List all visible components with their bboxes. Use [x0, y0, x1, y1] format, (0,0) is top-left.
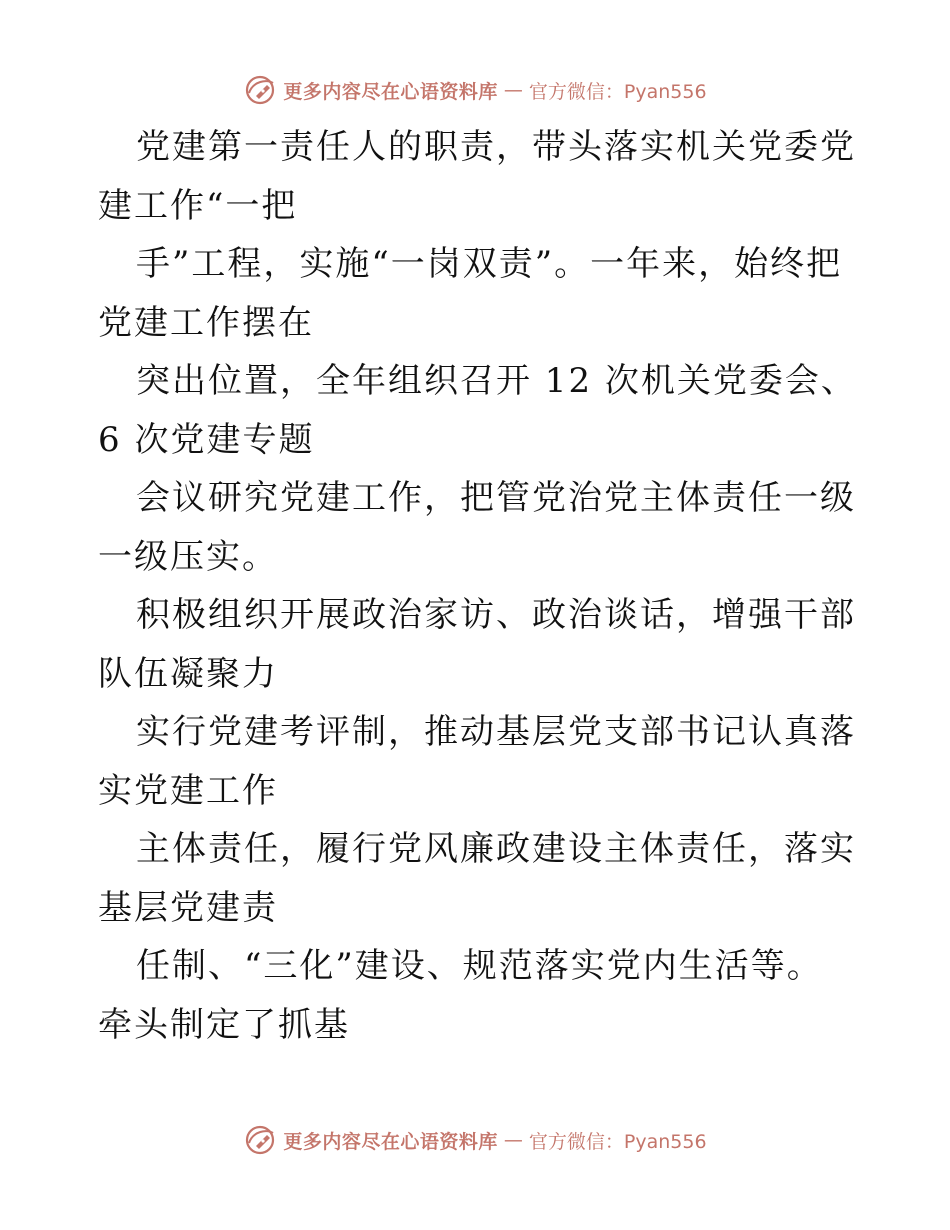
footer-banner [0, 1120, 950, 1160]
header-banner-wechat: 官方微信：Pyan556 [528, 80, 707, 103]
header-banner-title: 更多内容尽在心语资料库 [283, 80, 498, 103]
paragraph-1: 党建第一责任人的职责，带头落实机关党委党建工作“一把 [98, 127, 856, 226]
paragraph-6: 实行党建考评制，推动基层党支部书记认真落实党建工作 [98, 712, 856, 811]
paragraph-4: 会议研究党建工作，把管党治党主体责任一级一级压实。 [98, 478, 856, 577]
header-banner [0, 70, 950, 110]
footer-banner-wechat: 官方微信：Pyan556 [528, 1130, 707, 1153]
pen-nib-circle-logo-icon [243, 73, 277, 107]
document-body [98, 118, 858, 1054]
footer-banner-separator: — [503, 1129, 523, 1151]
paragraph-3: 突出位置，全年组织召开 12 次机关党委会、6 次党建专题 [98, 361, 857, 460]
paragraph-8: 任制、“三化”建设、规范落实党内生活等。牵头制定了抓基 [98, 946, 823, 1045]
footer-banner-title: 更多内容尽在心语资料库 [283, 1130, 498, 1153]
paragraph-7: 主体责任，履行党风廉政建设主体责任，落实基层党建责 [98, 829, 856, 928]
header-banner-separator: — [503, 79, 523, 101]
paragraph-5: 积极组织开展政治家访、政治谈话，增强干部队伍凝聚力 [98, 595, 856, 694]
paragraph-2: 手”工程，实施“一岗双责”。一年来，始终把党建工作摆在 [98, 244, 843, 343]
pen-nib-circle-logo-icon [243, 1123, 277, 1157]
